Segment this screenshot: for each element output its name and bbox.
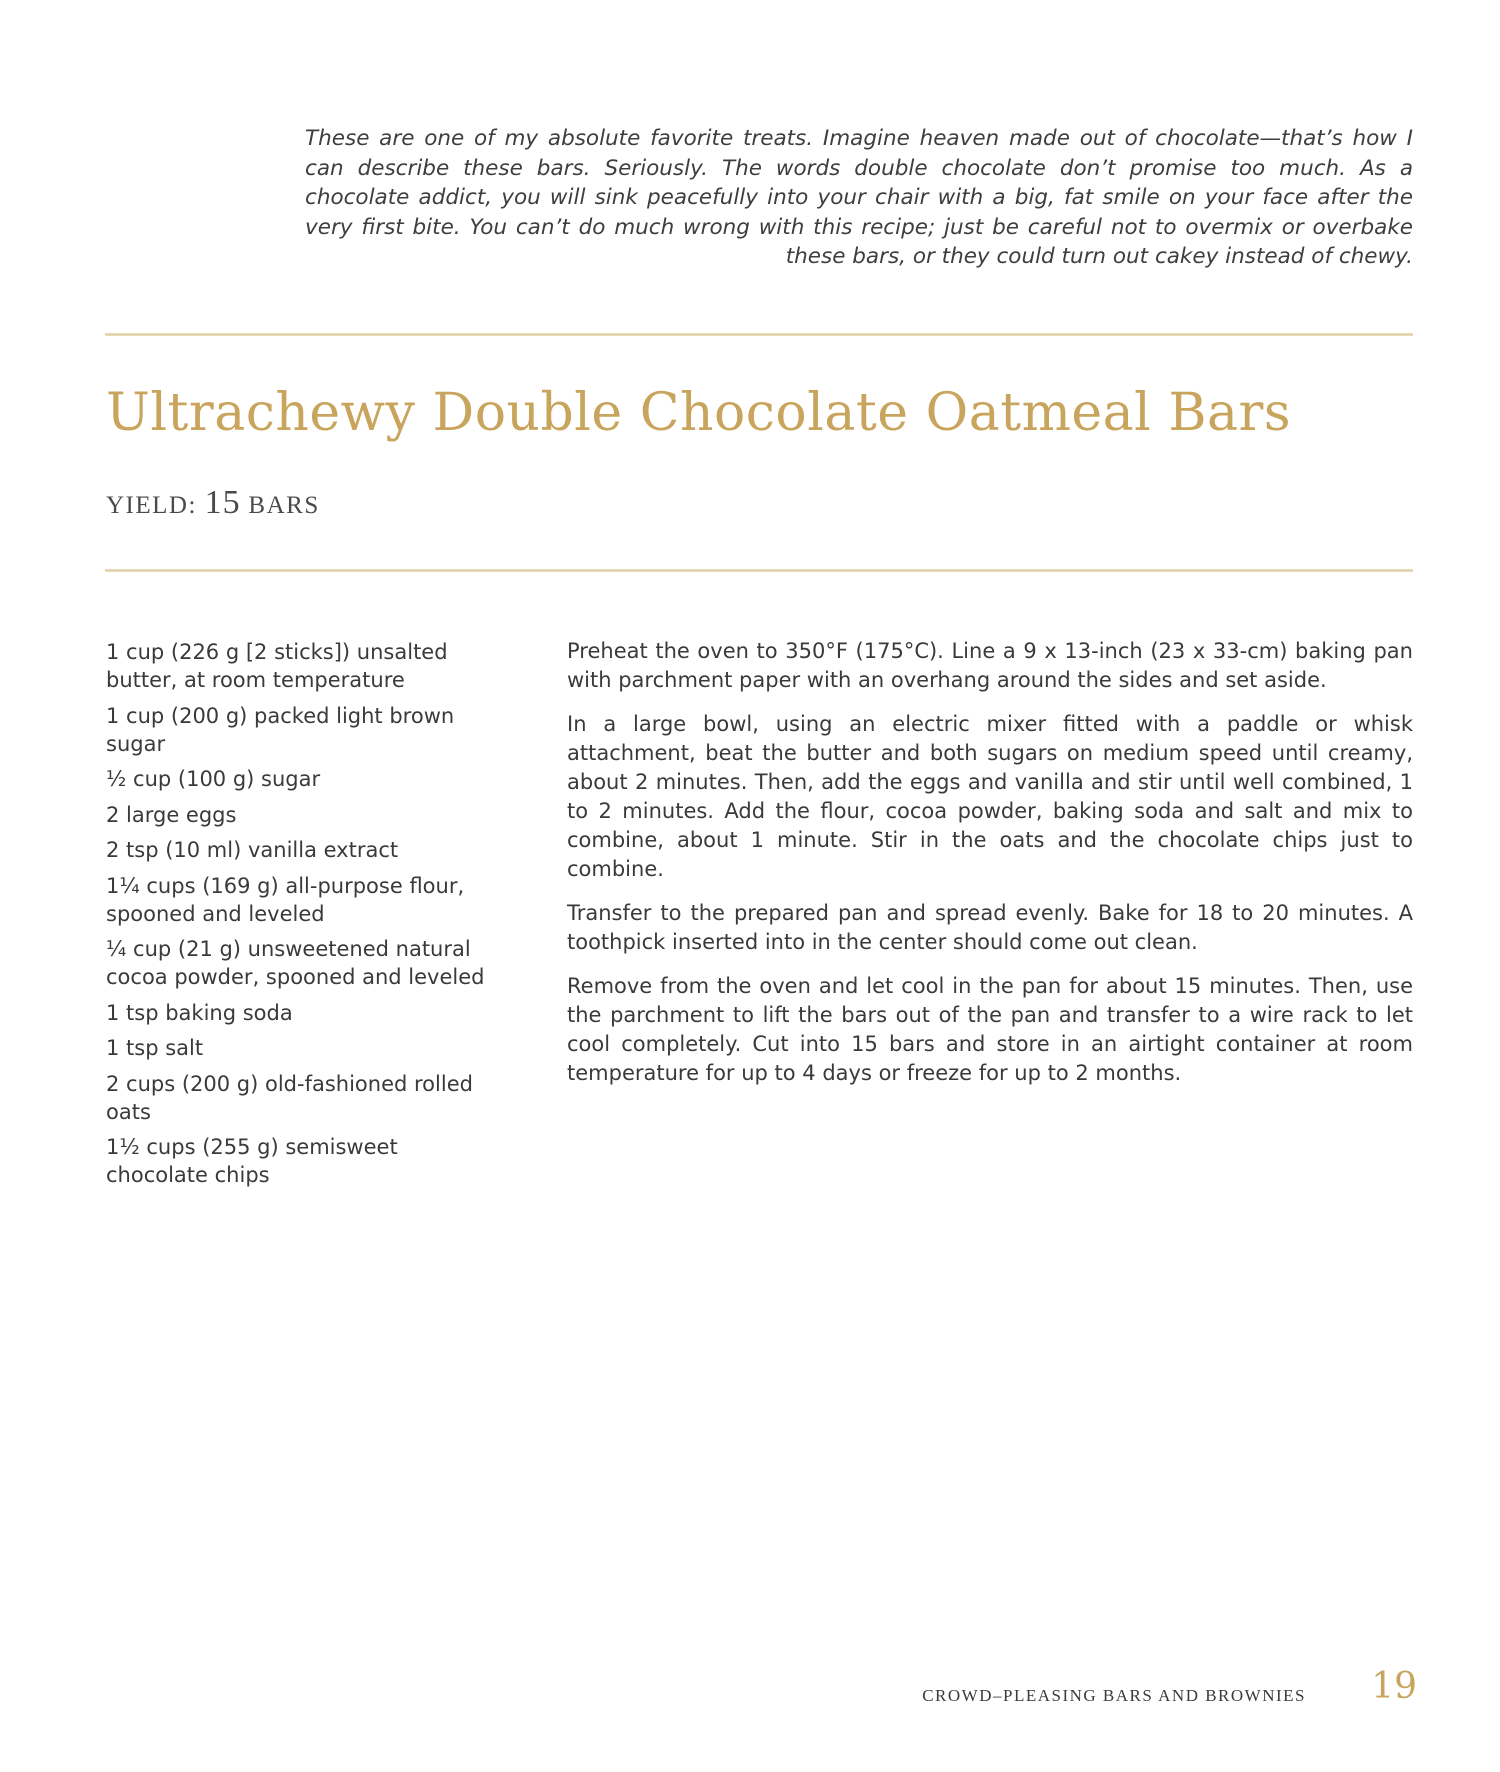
ingredient-item: 1 tsp salt bbox=[106, 1036, 204, 1060]
direction-step: Preheat the oven to 350°F (175°C). Line a 9 x 13-inch (23 x 33-cm) baking pan with parchment paper with an overhang around the sides and set aside. bbox=[567, 639, 1413, 692]
ingredient-item: ¼ cup (21 g) unsweetened natural cocoa powder, spooned and leveled bbox=[106, 937, 485, 989]
bottom-divider bbox=[105, 569, 1413, 572]
yield-label: YIELD: bbox=[106, 492, 197, 519]
direction-step: Transfer to the prepared pan and spread evenly. Bake for 18 to 20 minutes. A toothpick inserted into in the center should come out clean. bbox=[567, 901, 1413, 954]
ingredient-item: 1 cup (226 g [2 sticks]) unsalted butter, at room temperature bbox=[106, 640, 448, 692]
direction-step: In a large bowl, using an electric mixer fitted with a paddle or whisk attachment, beat the butter and both sugars on medium speed until creamy, about 2 minutes. Then, add the eggs and vanilla and stir until well combined, 1 to 2 minutes. Add the flour, cocoa powder, baking soda and salt and mix to combine, about 1 minute. Stir in the oats and the chocolate chips just to combine. bbox=[567, 712, 1413, 881]
yield-unit: BARS bbox=[248, 492, 320, 519]
ingredient-item: 1 cup (200 g) packed light brown sugar bbox=[106, 703, 455, 756]
ingredient-item: 1 tsp baking soda bbox=[106, 1000, 293, 1025]
ingredient-item: 2 large eggs bbox=[106, 802, 237, 827]
ingredient-item: 2 tsp (10 ml) vanilla extract bbox=[106, 838, 399, 862]
recipe-title: Ultrachewy Double Chocolate Oatmeal Bars bbox=[106, 383, 1292, 443]
ingredient-item: 1¼ cups (169 g) all-purpose flour, spooned and leveled bbox=[106, 873, 465, 926]
ingredient-item: ½ cup (100 g) sugar bbox=[106, 767, 321, 791]
yield-number: 15 bbox=[204, 484, 241, 521]
footer-section-title: CROWD–PLEASING BARS AND BROWNIES bbox=[922, 1686, 1306, 1705]
directions bbox=[567, 637, 1413, 1103]
ingredients-list bbox=[106, 638, 486, 1197]
ingredient-item: 1½ cups (255 g) semisweet chocolate chips bbox=[106, 1135, 398, 1187]
ingredient-item: 2 cups (200 g) old-fashioned rolled oats bbox=[106, 1071, 473, 1124]
direction-step: Remove from the oven and let cool in the pan for about 15 minutes. Then, use the parchment to lift the bars out of the pan and transfer to a wire rack to let cool completely. Cut into 15 bars and store in an airtight container at room temperature for up to 4 days or freeze for up to 2 months. bbox=[567, 974, 1413, 1085]
intro-paragraph: These are one of my absolute favorite treats. Imagine heaven made out of chocolate—that’s how I can describe these bars. Seriously. The words double chocolate don’t promise too much. As a chocolate addict, you will sink peacefully into your chair with a big, fat smile on your face after the very first bite. You can’t do much wrong with this recipe; just be careful not to overmix or overbake these bars, or they could turn out cakey instead of chewy. bbox=[305, 126, 1413, 269]
top-divider bbox=[105, 333, 1413, 336]
page-number: 19 bbox=[1371, 1666, 1417, 1707]
recipe-yield bbox=[106, 484, 320, 522]
